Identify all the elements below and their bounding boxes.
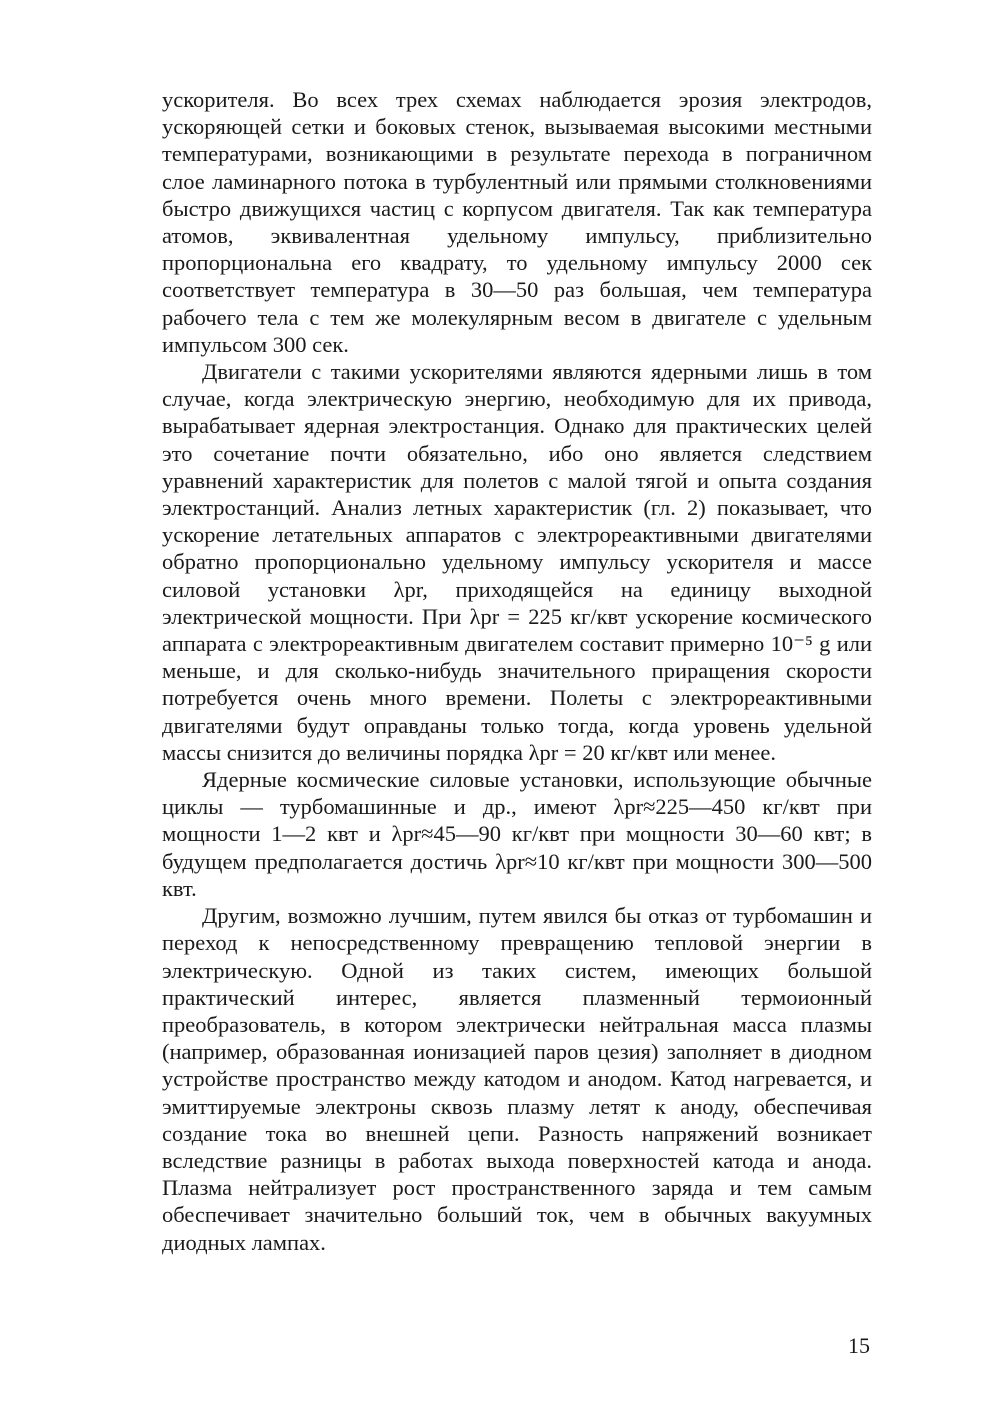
page-number: 15 <box>848 1333 870 1358</box>
paragraph-1: ускорителя. Во всех трех схемах наблюдается эрозия электродов, ускоряющей сетки и боковых стенок, вызываемая высокими местными температурами, возникающими в результате перехода в пограничном слое ламинарного потока в турбулентный или прямыми столкновениями быстро движущихся частиц с корпусом двигателя. Так как температура атомов, эквивалентная удельному импульсу, приблизительно пропорциональна его квадрату, то удельному импульсу 2000 сек соответствует температура в 30—50 раз большая, чем температура рабочего тела с тем же молекулярным весом в двигателе с удельным импульсом 300 сек. <box>162 87 872 357</box>
paragraph-4: Другим, возможно лучшим, путем явился бы отказ от турбомашин и переход к непосредственному превращению тепловой энергии в электрическую. Одной из таких систем, имеющих большой практический интерес, является плазменный термоионный преобразователь, в котором электрически нейтральная масса плазмы (например, образованная ионизацией паров цезия) заполняет в диодном устройстве пространство между катодом и анодом. Катод нагревается, и эмиттируемые электроны сквозь плазму летят к аноду, обеспечивая создание тока во внешней цепи. Разность напряжений возникает вследствие разницы в работах выхода поверхностей катода и анода. Плазма нейтрализует рост пространственного заряда и тем самым обеспечивает значительно больший ток, чем в обычных вакуумных диодных лампах. <box>162 903 872 1255</box>
paragraph-2: Двигатели с такими ускорителями являются ядерными лишь в том случае, когда электрическую энергию, необходимую для их привода, вырабатывает ядерная электростанция. Однако для практических целей это сочетание почти обязательно, ибо оно является следствием уравнений характеристик для полетов с малой тягой и опыта создания электростанций. Анализ летных характеристик (гл. 2) показывает, что ускорение летательных аппаратов с электрореактивными двигателями обратно пропорционально удельному импульсу ускорителя и массе силовой установки λpr, приходящейся на единицу выходной электрической мощности. При λpr = 225 кг/квт ускорение космического аппарата с электрореактивным двигателем составит примерно 10⁻⁵ g или меньше, и для сколько-нибудь значительного приращения скорости потребуется очень много времени. Полеты с электрореактивными двигателями будут оправданы только тогда, когда уровень удельной массы снизится до величины порядка λpr = 20 кг/квт или менее. <box>162 359 872 765</box>
paragraph-3: Ядерные космические силовые установки, использующие обычные циклы — турбомашинные и др., имеют λpr≈225—450 кг/квт при мощности 1—2 квт и λpr≈45—90 кг/квт при мощности 30—60 квт; в будущем предполагается достичь λpr≈10 кг/квт при мощности 300—500 квт. <box>162 767 872 901</box>
body-text <box>162 86 872 1256</box>
